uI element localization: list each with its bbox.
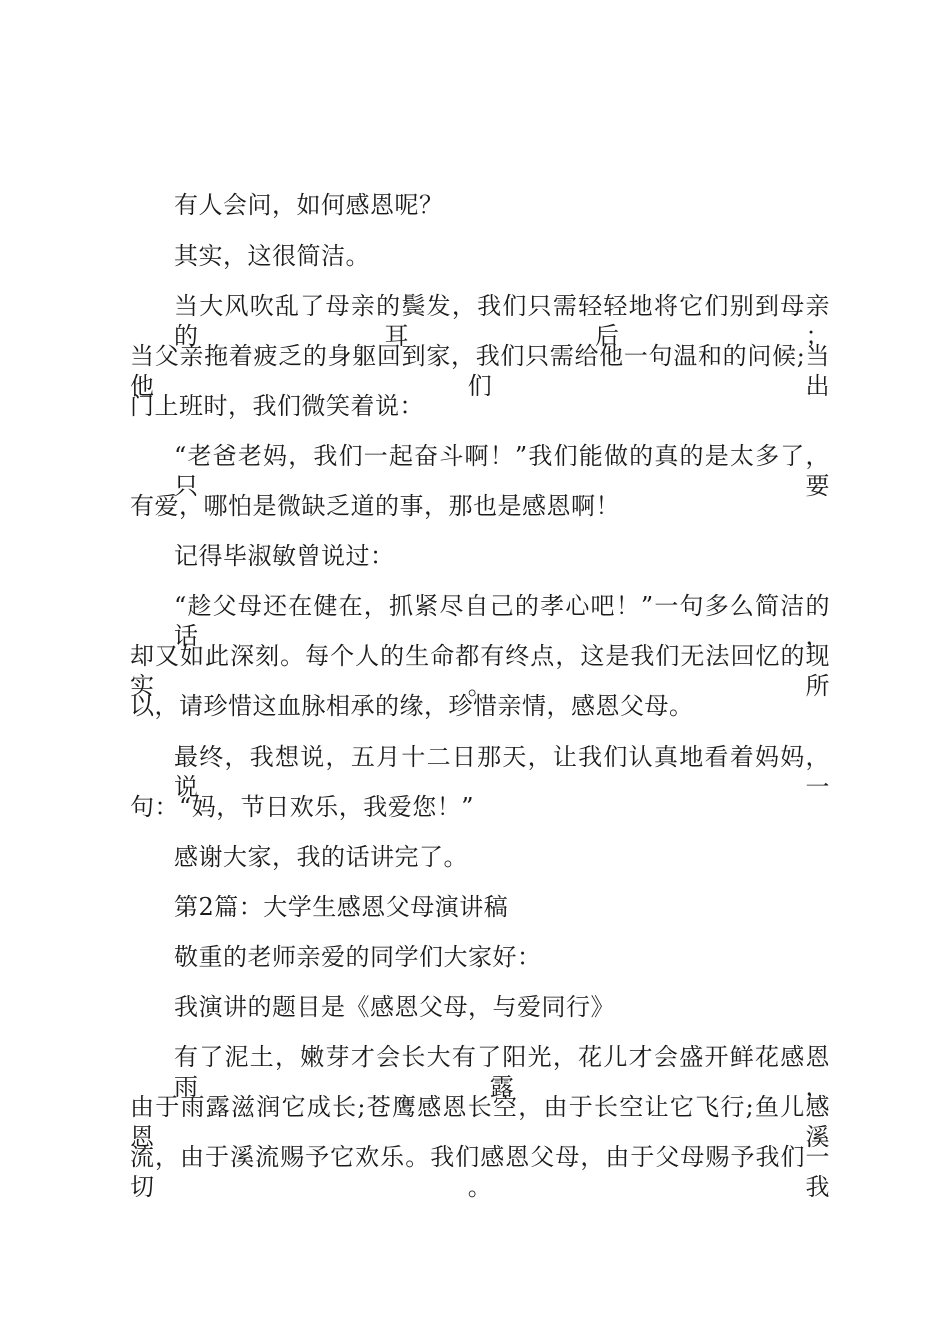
section-heading: 第2篇：大学生感恩父母演讲稿: [174, 893, 509, 921]
text-line: 我演讲的题目是《感恩父母，与爱同行》: [174, 993, 615, 1021]
text-line: 其实，这很简洁。: [174, 242, 370, 270]
text-line: 由于雨露滋润它成长;苍鹰感恩长空，由于长空让它飞行;鱼儿感恩溪: [130, 1093, 830, 1151]
text-line: 当大风吹乱了母亲的鬓发，我们只需轻轻地将它们别到母亲的耳后；: [174, 292, 830, 350]
text-line: 却又如此深刻。每个人的生命都有终点，这是我们无法回忆的现实。所: [130, 642, 830, 700]
text-line: “老爸老妈，我们一起奋斗啊！”我们能做的真的是太多了，只要: [174, 442, 830, 500]
text-line: 感谢大家，我的话讲完了。: [174, 843, 468, 871]
text-line: 有爱，哪怕是微缺乏道的事，那也是感恩啊！: [130, 492, 620, 520]
text-line: 以，请珍惜这血脉相承的缘，珍惜亲情，感恩父母。: [130, 692, 694, 720]
text-line: 门上班时，我们微笑着说：: [130, 392, 424, 420]
text-line: 记得毕淑敏曾说过：: [174, 542, 395, 570]
text-line: 有人会问，如何感恩呢？: [174, 191, 444, 219]
text-line: “趁父母还在健在，抓紧尽自己的孝心吧！”一句多么简洁的话，: [174, 592, 830, 650]
text-line: 流，由于溪流赐予它欢乐。我们感恩父母，由于父母赐予我们一切。我: [130, 1143, 830, 1201]
text-line: 敬重的老师亲爱的同学们大家好：: [174, 943, 542, 971]
text-line: 最终，我想说，五月十二日那天，让我们认真地看着妈妈，说一: [174, 743, 830, 801]
text-line: 有了泥土，嫩芽才会长大有了阳光，花儿才会盛开鲜花感恩雨露，: [174, 1043, 830, 1101]
text-line: 当父亲拖着疲乏的身躯回到家，我们只需给他一句温和的问候;当他们出: [130, 342, 830, 400]
text-line: 句：“妈，节日欢乐，我爱您！”: [130, 793, 475, 821]
